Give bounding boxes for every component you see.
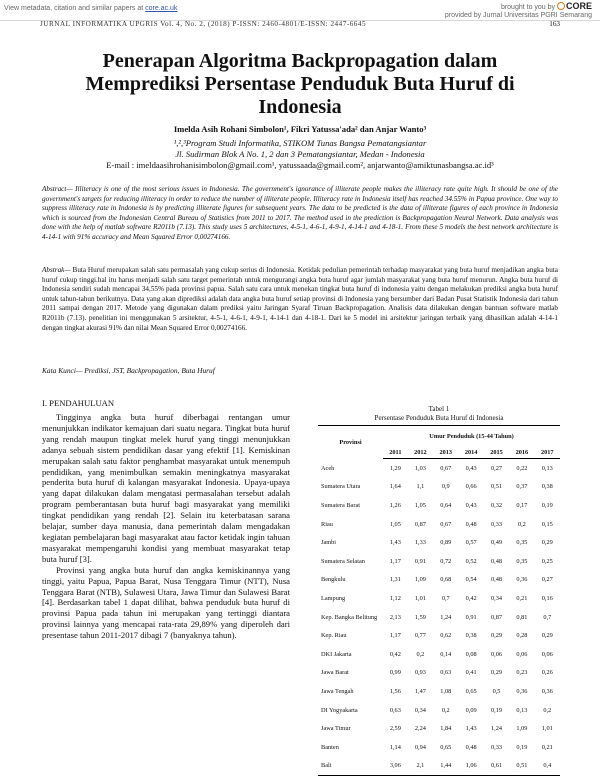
- value-cell: 0,2: [441, 706, 450, 714]
- table-title: Persentase Penduduk Buta Huruf di Indonesia: [374, 413, 504, 422]
- value-cell: 0,23: [516, 669, 528, 677]
- affiliation-line-1: ¹,²,³Program Studi Informatika, STIKOM Tunas Bangsa Pematangsiantar: [173, 138, 427, 148]
- value-cell: 1,01: [414, 594, 426, 602]
- value-cell: 0,94: [414, 743, 426, 751]
- value-cell: 0,38: [541, 483, 553, 491]
- value-cell: 0,32: [490, 501, 503, 509]
- email-line: E-mail : imeldaasihrohanisimbolon@gmail.com¹, yatussaada@gmail.com², anjarwanto@amiktunasbangsa.ac.id³: [106, 160, 494, 170]
- table-row: [318, 552, 560, 571]
- table-row: [318, 608, 560, 627]
- value-cell: 0,17: [516, 501, 528, 509]
- value-cell: 0,52: [465, 557, 477, 565]
- table-row: [318, 682, 560, 701]
- value-cell: 1,17: [389, 557, 401, 565]
- value-cell: 0,68: [440, 576, 452, 584]
- value-cell: 0,38: [465, 632, 477, 640]
- value-cell: 0,28: [516, 632, 528, 640]
- province-cell: Jambi: [321, 539, 337, 547]
- page-number: 163: [549, 20, 560, 28]
- table-caption: [318, 405, 560, 422]
- value-cell: 1,47: [414, 687, 426, 695]
- value-cell: 0,37: [516, 483, 528, 491]
- province-cell: Sumatera Utara: [321, 483, 361, 491]
- year-header: 2015: [484, 446, 509, 459]
- value-cell: 0,2: [517, 520, 526, 528]
- value-cell: 0,9: [441, 483, 450, 491]
- value-cell: 0,48: [490, 557, 503, 565]
- value-cell: 0,36: [516, 687, 528, 695]
- value-cell: 0,87: [490, 613, 503, 621]
- value-cell: 2,24: [414, 725, 426, 733]
- value-cell: 1,06: [458, 757, 483, 776]
- value-cell: 0,48: [490, 576, 503, 584]
- year-header: 2014: [458, 446, 483, 459]
- value-cell: 0,13: [541, 464, 553, 472]
- value-cell: 0,66: [465, 483, 477, 491]
- value-cell: 0,61: [484, 757, 509, 776]
- value-cell: 1,44: [433, 757, 458, 776]
- value-cell: 0,57: [465, 539, 477, 547]
- value-cell: 0,7: [543, 613, 552, 621]
- value-cell: 0,77: [414, 632, 426, 640]
- value-cell: 1,09: [516, 725, 528, 733]
- value-cell: 0,67: [440, 464, 452, 472]
- authors: Imelda Asih Rohani Simbolon¹, Fikri Yatussa'ada² dan Anjar Wanto³: [173, 124, 427, 134]
- table-row: [318, 589, 560, 608]
- value-cell: 0,08: [465, 650, 477, 658]
- value-cell: 1,05: [389, 520, 401, 528]
- value-cell: 0,29: [541, 539, 553, 547]
- brought-by-text: brought to you by: [500, 4, 556, 11]
- value-cell: 0,67: [440, 520, 452, 528]
- affiliation-line-2: Jl. Sudirman Blok A No. 1, 2 dan 3 Pematangsiantar, Medan - Indonesia: [175, 149, 425, 159]
- value-cell: 0,09: [465, 706, 477, 714]
- body-paragraph-1: Tingginya angka buta huruf diberbagai rentangan umur menunjukkan indikator kemajuan dari suatu negara. Tingkat buta huruf yang rendah maupun tingkat melek huruf yang tinggi menunjukkan adanya sebuah sistem pendidikan dasar yang efektif [1]. Kemiskinan merupakan salah satu faktor penghambat masyarakat untuk menempuh pendidikan, yang menimbulkan semakin meningkatnya masyarakat penderita buta huruf di kalangan masyarakat Indonesia. Upaya-upaya yang dapat dilakukan dalam mengatasi permasalahan tersebut adalah program pemberantasan buta huruf bagi masyarakat yang memiliki tingkat pendidikan yang rendah [2]. Selain itu keterbatasan sarana belajar, sumber daya manusia, dana pemerintah dalam mengadakan kegiatan pembelajaran bagi masyarakat atau factor ketidak ingin tahuan masyarakat mempengaruhi kondisi yang membuat masyarakat tetap buta huruf [3].: [42, 412, 290, 564]
- value-cell: 0,49: [490, 539, 503, 547]
- affiliation: [40, 138, 560, 171]
- value-cell: 1,12: [389, 594, 401, 602]
- value-cell: 0,63: [389, 706, 401, 714]
- province-cell: Sumatera Selatan: [321, 557, 365, 565]
- abstract-english: [42, 185, 558, 243]
- value-cell: 0,72: [440, 557, 452, 565]
- value-cell: 0,81: [516, 613, 528, 621]
- table-row: [318, 719, 560, 738]
- value-cell: 0,65: [465, 687, 477, 695]
- value-cell: 1,09: [414, 576, 426, 584]
- value-cell: 0,15: [541, 520, 553, 528]
- value-cell: 1,31: [389, 576, 401, 584]
- abstract-indonesian: [42, 266, 558, 333]
- province-cell: Jawa Barat: [321, 669, 349, 677]
- province-cell: Jawa Timur: [321, 725, 351, 733]
- value-cell: 0,54: [465, 576, 477, 584]
- value-cell: 0,4: [535, 757, 560, 776]
- value-cell: 0,36: [516, 576, 528, 584]
- table-row: [318, 515, 560, 534]
- value-cell: 0,29: [490, 669, 503, 677]
- value-cell: 0,48: [465, 743, 477, 751]
- value-cell: 0,14: [440, 650, 452, 658]
- value-cell: 0,36: [541, 687, 553, 695]
- value-cell: 0,19: [541, 501, 553, 509]
- province-cell: Bengkulu: [321, 576, 346, 584]
- age-group-header: Umur Penduduk (15-44 Tahun): [383, 426, 560, 447]
- value-cell: 0,93: [414, 669, 426, 677]
- table-row: [318, 664, 560, 683]
- core-link[interactable]: core.ac.uk: [145, 5, 178, 12]
- value-cell: 0,19: [490, 706, 503, 714]
- core-metadata-notice: [4, 5, 177, 12]
- abstract-id-label: Abstrak—: [42, 266, 71, 274]
- value-cell: 0,65: [440, 743, 452, 751]
- illiteracy-table: [318, 425, 560, 776]
- year-header: 2016: [509, 446, 534, 459]
- table-row: [318, 571, 560, 590]
- province-cell: Riau: [321, 520, 333, 528]
- value-cell: 0,06: [490, 650, 503, 658]
- value-cell: 0,26: [541, 669, 553, 677]
- value-cell: 0,35: [516, 557, 528, 565]
- table-number: Tabel 1: [428, 405, 450, 413]
- value-cell: 2,13: [389, 613, 401, 621]
- value-cell: 3,06: [383, 757, 408, 776]
- value-cell: 0,42: [465, 594, 477, 602]
- table-row: [318, 645, 560, 664]
- value-cell: 0,16: [541, 594, 553, 602]
- value-cell: 1,14: [389, 743, 401, 751]
- value-cell: 0,7: [441, 594, 450, 602]
- value-cell: 1,26: [389, 501, 401, 509]
- value-cell: 0,51: [490, 483, 503, 491]
- core-banner: [0, 0, 600, 21]
- province-header: Provinsi: [318, 426, 383, 459]
- value-cell: 0,06: [516, 650, 528, 658]
- value-cell: 0,63: [440, 669, 452, 677]
- value-cell: 0,22: [516, 464, 528, 472]
- body-paragraph-2: Provinsi yang angka buta huruf dan angka kemiskinannya yang tinggi, yaitu Papua, Papua Barat, Nusa Tenggara Timur (NTT), Nusa Tenggara Barat (NTB), Sulawesi Utara, Jawa Timur dan Sulawesi Barat [4]. Berdasarkan tabel 1 dapat dilihat, bahwa penduduk buta huruf di provinsi Papua pada tahun ini merupakan yang tertinggi diantara provinsi lainnya yang mencapai rata-rata 29,89% yang diperoleh dari presentase tahun 2011-2017 dibagi 7 (banyaknya tahun).: [42, 564, 290, 641]
- abstract-en-label: Abstract—: [42, 185, 73, 193]
- value-cell: 1,84: [440, 725, 452, 733]
- province-cell: Sumatera Barat: [321, 501, 360, 509]
- province-cell: Aceh: [321, 464, 335, 472]
- value-cell: 1,64: [389, 483, 401, 491]
- year-header: 2011: [383, 446, 408, 459]
- core-metadata-text: View metadata, citation and similar papers at: [4, 5, 146, 12]
- value-cell: 1,24: [440, 613, 452, 621]
- value-cell: 1,43: [465, 725, 477, 733]
- paper-title: Penerapan Algoritma Backpropagation dalam Memprediksi Persentase Penduduk Buta Huruf di Indonesia: [85, 50, 515, 118]
- province-cell: Banten: [321, 743, 339, 751]
- provided-by-text: provided by Jurnal Universitas PGRI Semarang: [444, 12, 592, 19]
- value-cell: 1,01: [541, 725, 553, 733]
- value-cell: 1,17: [389, 632, 401, 640]
- value-cell: 2,59: [389, 725, 401, 733]
- table-row: [318, 478, 560, 497]
- value-cell: 0,62: [440, 632, 452, 640]
- table-row: [318, 701, 560, 720]
- core-logo[interactable]: CORE: [557, 1, 592, 11]
- table-row: [318, 533, 560, 552]
- value-cell: 0,41: [465, 669, 477, 677]
- value-cell: 0,43: [465, 464, 477, 472]
- province-cell: Kep. Bangka Belitung: [321, 613, 378, 621]
- value-cell: 0,33: [490, 520, 503, 528]
- value-cell: 0,48: [465, 520, 477, 528]
- value-cell: 0,13: [516, 706, 528, 714]
- value-cell: 0,25: [541, 557, 553, 565]
- value-cell: 1,24: [490, 725, 503, 733]
- core-ring-icon: [557, 2, 565, 10]
- value-cell: 0,29: [541, 632, 553, 640]
- value-cell: 0,35: [516, 539, 528, 547]
- province-cell: Kep. Riau: [321, 632, 347, 640]
- table-row: [318, 626, 560, 645]
- value-cell: 0,91: [414, 557, 426, 565]
- value-cell: 0,64: [440, 501, 452, 509]
- province-cell: Bali: [318, 757, 383, 776]
- value-cell: 0,34: [414, 706, 426, 714]
- value-cell: 0,2: [416, 650, 425, 658]
- value-cell: 1,43: [389, 539, 401, 547]
- table-row: [318, 459, 560, 478]
- value-cell: 1,08: [440, 687, 452, 695]
- year-header: 2012: [408, 446, 433, 459]
- value-cell: 2,1: [408, 757, 433, 776]
- value-cell: 1,1: [416, 483, 425, 491]
- keywords: Kata Kunci— Prediksi, JST, Backpropagation, Buta Huruf: [42, 366, 215, 375]
- abstract-id-text: Buta Huruf merupakan salah satu permasalah yang cukup serius di Indonesia. Ketidak pedulian pemerintah terhadap masyarakat yang buta huruf menjadikan angka buta huruf cukup tinggi.hal itu harus menjadi salah satu target pemerintah untuk mengurangi angka buta huruf agar jumlah masyarakat yang buta huruf menurun. Angka buta huruf di Indonesia sendiri sudah mencapai 34,55% pada provinsi papua. Salah satu cara untuk menekan tingkat buta huruf di indonesia yaitu dengan melakukan prediksi angka buta huruf untuk tahun-tahun berikutnya. Data yang akan diprediksi adalah data angka buta huruf setiap provinsi di Indonesia yang bersumber dari Badan Pusat Statistik Indonesia dari tahun 2011 sampai dengan 2017. Metode yang digunakan dalam prediksi yaitu Jaringan Syaraf Tiruan Backpropagation. Analisis data dilakukan dengan bantuan software matlab R2011b (7.13). penelitian ini menggunakan 5 arsitektur, 4-5-1, 4-6-1, 4-9-1, 4-14-1 dan 4-18-1. Dari ke 5 model ini arsitektur jaringan terbaik yang dihasilkan adalah 4-14-1 dengan tingkat akurasi 91% dan nilai Mean Squared Error 0,00274166.: [42, 266, 558, 332]
- table-row: [318, 757, 560, 776]
- value-cell: 1,29: [389, 464, 401, 472]
- value-cell: 0,27: [541, 576, 553, 584]
- value-cell: 0,19: [516, 743, 528, 751]
- value-cell: 0,99: [389, 669, 401, 677]
- body-column: [42, 412, 290, 641]
- table-row: [318, 738, 560, 757]
- province-cell: Jawa Tengah: [321, 687, 354, 695]
- year-header: 2017: [535, 446, 560, 459]
- value-cell: 0,89: [440, 539, 452, 547]
- value-cell: 0,43: [465, 501, 477, 509]
- value-cell: 1,56: [389, 687, 401, 695]
- province-cell: DKI Jakarta: [321, 650, 352, 658]
- value-cell: 0,34: [490, 594, 503, 602]
- journal-header: JURNAL INFORMATIKA UPGRIS Vol. 4, No. 2, (2018) P-ISSN: 2460-4801/E-ISSN: 2447-6645: [40, 20, 367, 28]
- value-cell: 0,21: [541, 743, 553, 751]
- province-cell: DI Yogyakarta: [321, 706, 358, 714]
- table-row: [318, 496, 560, 515]
- value-cell: 0,33: [490, 743, 503, 751]
- value-cell: 0,06: [541, 650, 553, 658]
- value-cell: 1,03: [414, 464, 426, 472]
- province-cell: Lampung: [321, 594, 346, 602]
- value-cell: 0,87: [414, 520, 426, 528]
- core-branding: [445, 2, 592, 20]
- value-cell: 0,27: [490, 464, 503, 472]
- value-cell: 0,29: [490, 632, 503, 640]
- value-cell: 0,42: [389, 650, 401, 658]
- value-cell: 0,2: [543, 706, 552, 714]
- section-heading: I. PENDAHULUAN: [42, 398, 115, 408]
- abstract-en-text: Illiteracy is one of the most serious issues in Indonesia. The government's ignorance of illiterate people makes the illiteracy rate quite high. It should be one of the government's targets for reducing illiteracy in order to reduce the number of illiterate people. Illiteracy rate in Indonesia itself has reached 34.55% in Papua province. One way to suppress illiteracy rate in Indonesia is by predicting illiterate figures for subsequent years. The data to be predicted is the data of illiterate figures of each province in Indonesia which is sourced from the Indonesian Central Bureau of Statistics from 2011 to 2017. The method used in the prediction is Backpropagation Neural Network. Data analysis was done with the help of matlab software R2011b (7.13). This study uses 5 architectures, 4-5-1, 4-6-1, 4-9-1, 4-14-1 and 4-18-1. From these 5 models the best network architecture is 4-14-1 with 91% accuracy and Mean Squared Error 0,00274166.: [42, 185, 558, 241]
- value-cell: 0,5: [492, 687, 501, 695]
- value-cell: 0,21: [516, 594, 528, 602]
- value-cell: 1,33: [414, 539, 426, 547]
- value-cell: 0,51: [509, 757, 534, 776]
- value-cell: 1,59: [414, 613, 426, 621]
- value-cell: 1,05: [414, 501, 426, 509]
- year-header: 2013: [433, 446, 458, 459]
- value-cell: 0,91: [465, 613, 477, 621]
